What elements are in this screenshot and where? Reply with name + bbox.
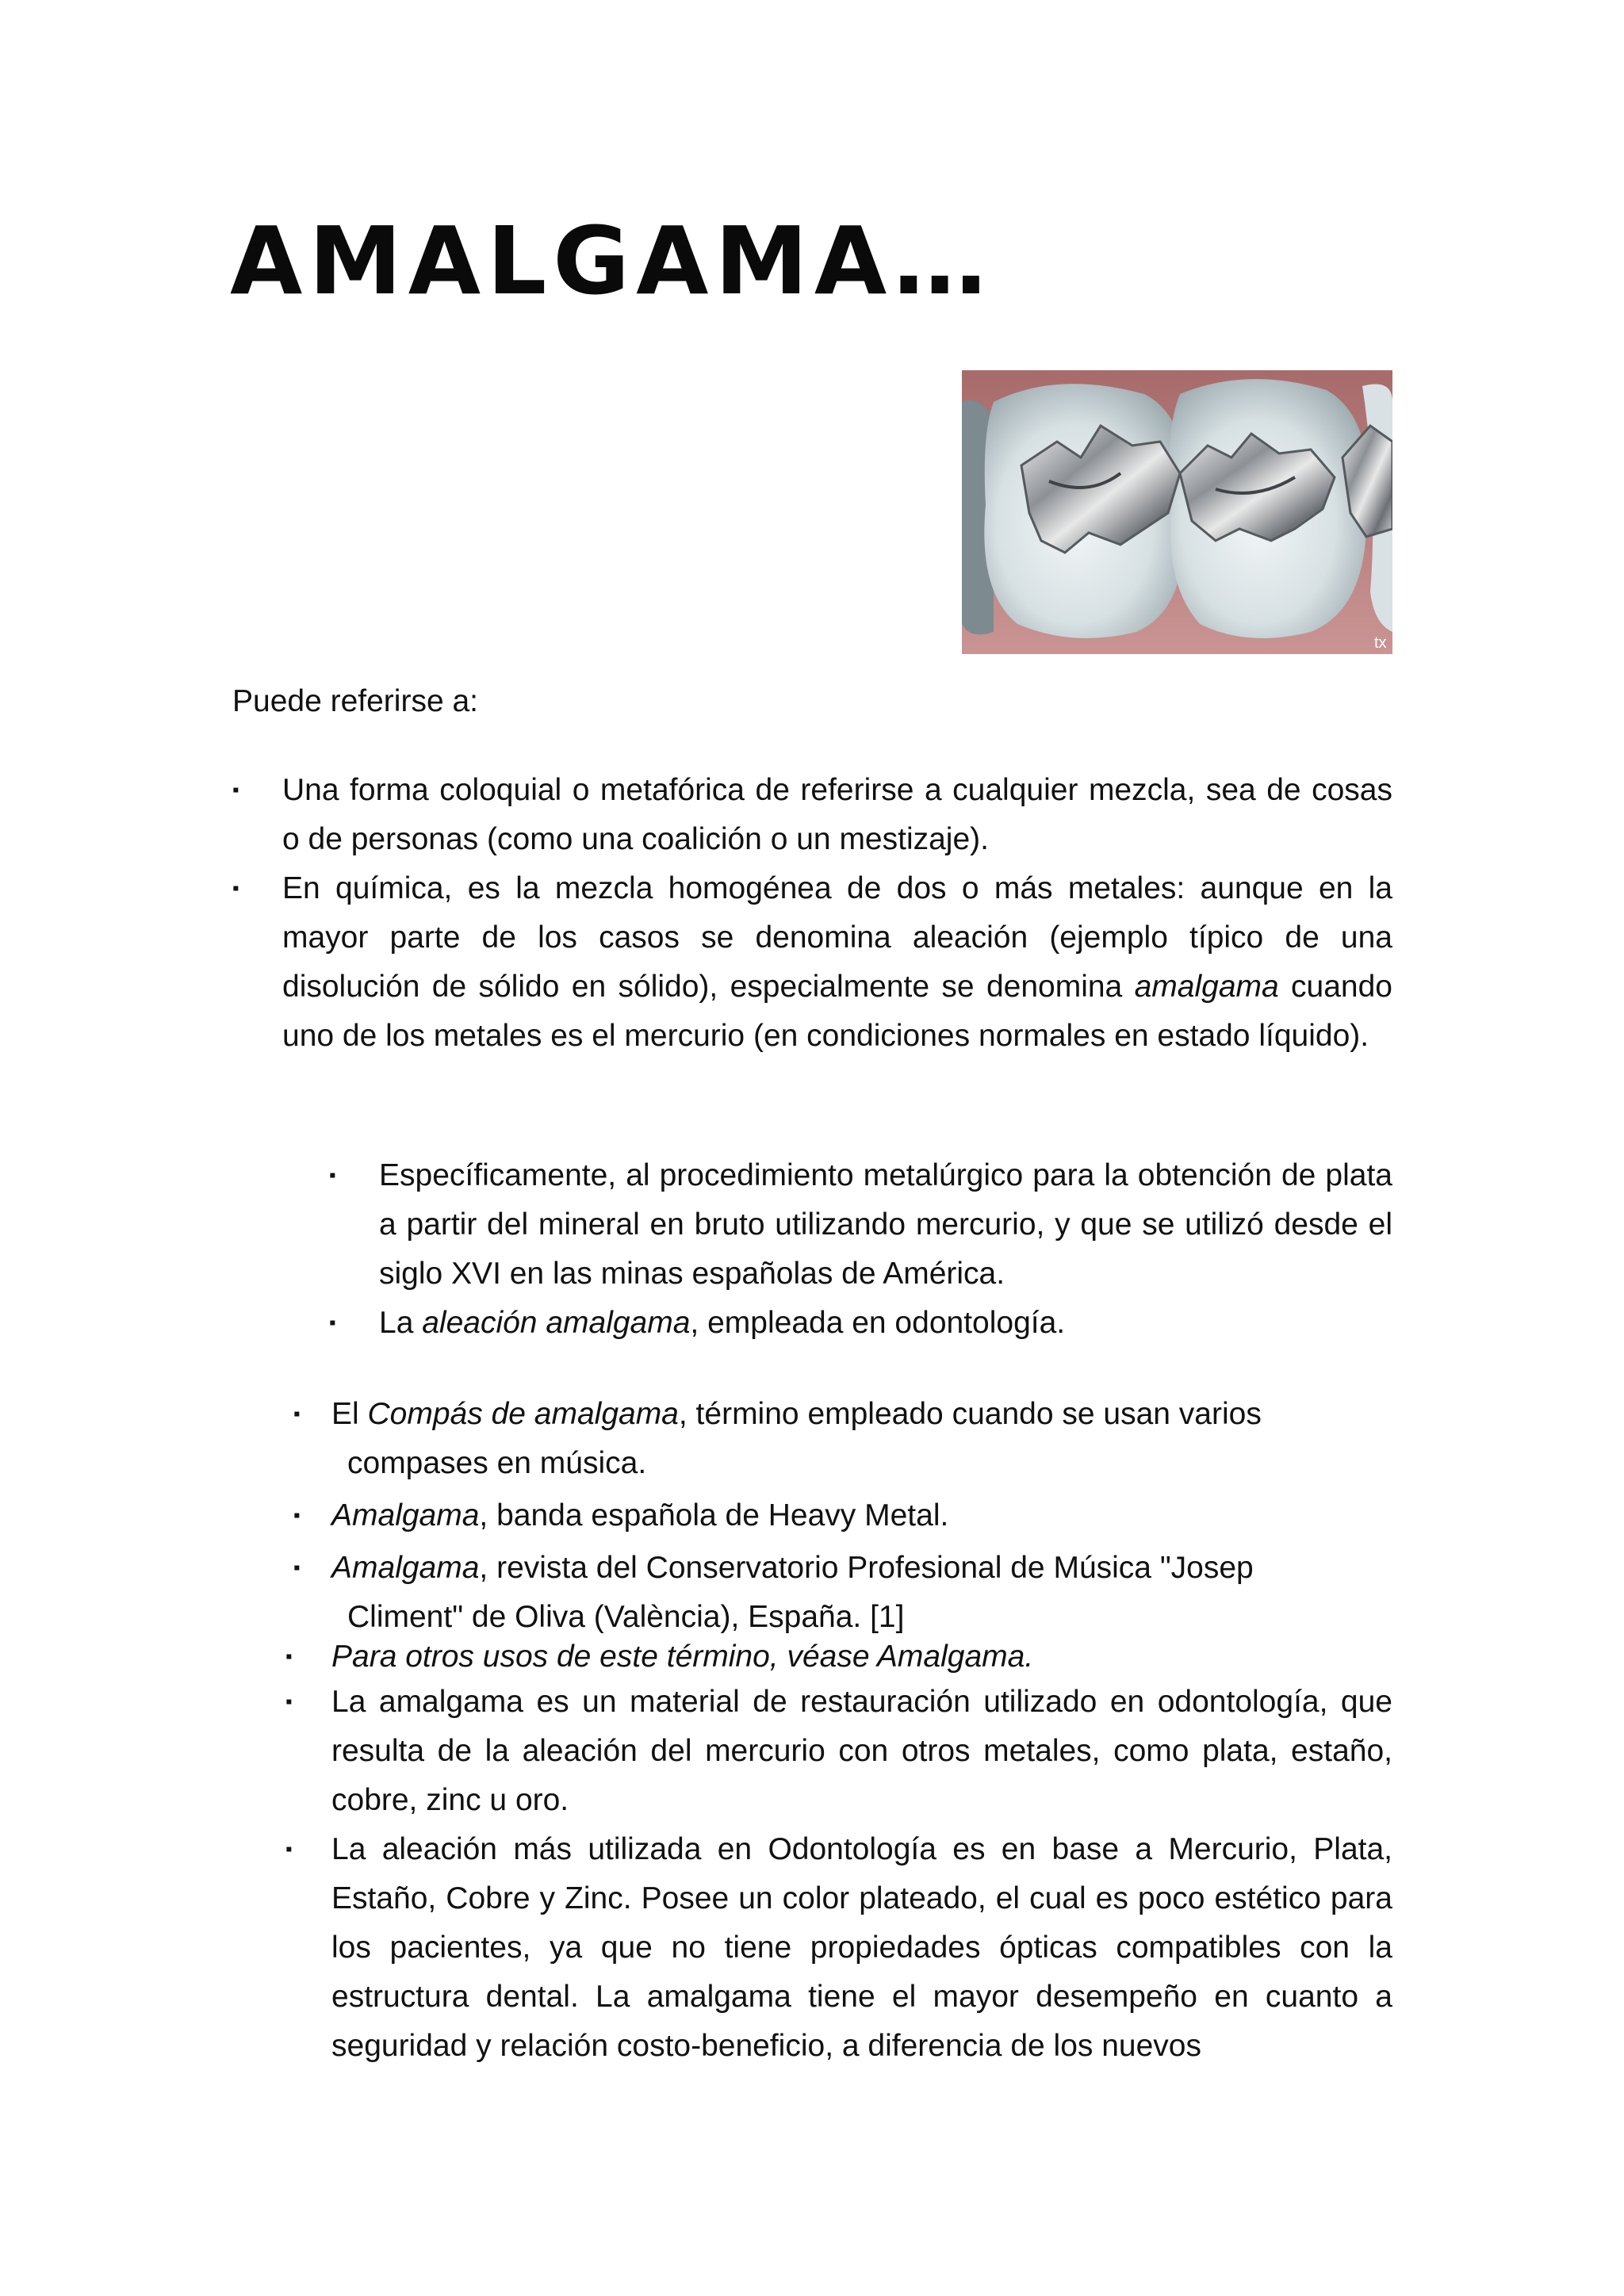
list-item-text: La aleación más utilizada en Odontología es en base a Mercurio, Plata, Estaño, Cobre y Zinc. Posee un color plateado, el cual es poco estético para los pacientes, ya que no tiene propiedades ópticas compatibles con la estructura dental. La amalgama tiene el mayor desempeño en cuanto a seguridad y relación costo-beneficio, a diferencia de los nuevos	[331, 1832, 1392, 2063]
list-item-text: cuando uno de los metales es el mercurio (en condiciones normales en estado líquido).	[282, 970, 1392, 1053]
bullet-icon: ▪	[329, 1312, 336, 1334]
photo-watermark: tx	[1374, 634, 1387, 652]
list-item-text: En química, es la mezcla homogénea de dos o más metales: aunque en la mayor parte de los casos se denomina aleación (ejemplo típico de una disolución de sólido en sólido), especialmente se denomina	[282, 871, 1392, 1004]
list-item	[285, 1825, 1392, 2071]
list-item-text: , revista del Conservatorio Profesional de Música "Josep	[479, 1551, 1254, 1585]
bullet-icon: ▪	[293, 1557, 301, 1578]
bullet-icon: ▪	[293, 1403, 301, 1425]
list-item	[285, 1636, 1392, 1678]
list-item-text: , término empleado cuando se usan varios	[678, 1397, 1262, 1431]
list-item-text: El	[331, 1397, 368, 1431]
bullet-icon: ▪	[285, 1646, 293, 1667]
emphasis-term: Compás de amalgama	[367, 1397, 679, 1431]
emphasis-term: amalgama	[1134, 970, 1279, 1004]
definition-list	[232, 766, 1392, 1061]
dental-amalgam-photo	[962, 370, 1392, 654]
emphasis-term: Amalgama	[331, 1498, 480, 1533]
list-item	[232, 766, 1392, 864]
see-also-note: Para otros usos de este término, véase Amalgama.	[331, 1640, 1034, 1674]
list-item-text: , banda española de Heavy Metal.	[479, 1498, 949, 1533]
dental-amalgam-photo-icon	[962, 370, 1392, 654]
list-item-text: Específicamente, al procedimiento metalúrgico para la obtención de plata a partir del mineral en bruto utilizando mercurio, y que se utilizó desde el siglo XVI en las minas españolas de América.	[379, 1158, 1392, 1291]
list-item-text: La	[379, 1306, 423, 1340]
list-item	[285, 1678, 1392, 1825]
odontology-list	[285, 1636, 1392, 2071]
nested-definition-list	[329, 1151, 1392, 1348]
list-item	[293, 1390, 1392, 1488]
other-uses-list	[293, 1390, 1392, 1642]
list-item-text: La amalgama es un material de restauración utilizado en odontología, que resulta de la aleación del mercurio con otros metales, como plata, estaño, cobre, zinc u oro.	[331, 1685, 1392, 1817]
page-title: AMALGAMA…	[230, 206, 994, 316]
list-item-continuation: compases en música.	[347, 1446, 647, 1480]
bullet-icon: ▪	[293, 1505, 301, 1526]
list-item-text: Una forma coloquial o metafórica de referirse a cualquier mezcla, sea de cosas o de personas (como una coalición o un mestizaje).	[282, 773, 1392, 856]
list-item-text: , empleada en odontología.	[690, 1306, 1066, 1340]
bullet-icon: ▪	[285, 1691, 293, 1712]
bullet-icon: ▪	[329, 1165, 336, 1186]
list-item	[329, 1299, 1392, 1348]
list-item	[329, 1151, 1392, 1299]
emphasis-term: aleación amalgama	[422, 1306, 691, 1340]
bullet-icon: ▪	[232, 878, 239, 899]
list-item	[293, 1491, 1392, 1540]
emphasis-term: Amalgama	[331, 1551, 480, 1585]
list-item	[293, 1544, 1392, 1642]
list-item	[232, 864, 1392, 1061]
list-item-continuation: Climent" de Oliva (València), España. [1]	[347, 1600, 905, 1634]
bullet-icon: ▪	[232, 779, 239, 801]
bullet-icon: ▪	[285, 1839, 293, 1860]
intro-text: Puede referirse a:	[232, 684, 479, 718]
